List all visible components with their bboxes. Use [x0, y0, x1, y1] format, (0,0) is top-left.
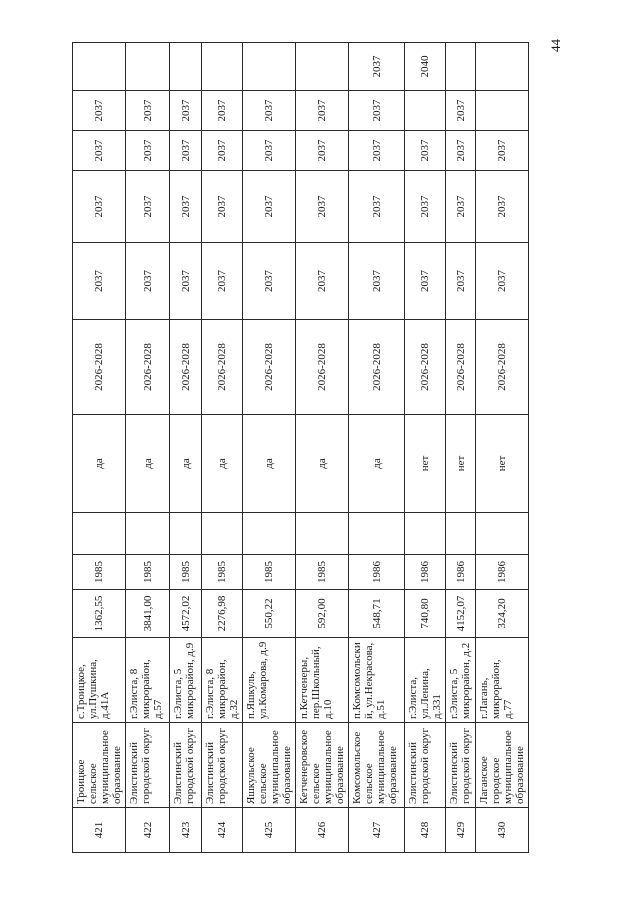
year-2-cell: 2037: [296, 171, 349, 243]
year-1-cell: 2037: [170, 243, 202, 320]
year-3-cell: 2037: [126, 131, 170, 171]
year-1-cell: 2037: [296, 243, 349, 320]
address-cell: г.Элиста, 8 микрорайон, д.32: [202, 638, 243, 723]
year-5-cell: [296, 43, 349, 91]
address-cell: п.Кетченеры, пер.Школьный, д.10: [296, 638, 349, 723]
row-number: 421: [73, 808, 126, 853]
row-number: 426: [296, 808, 349, 853]
document-table: [72, 42, 529, 853]
extra-cell: [73, 513, 126, 555]
table-row: [73, 43, 126, 853]
year-4-cell: [476, 91, 529, 131]
year-1-cell: 2037: [243, 243, 296, 320]
year-2-cell: 2037: [243, 171, 296, 243]
municipality-cell: Лаганское городское муниципальное образование: [476, 723, 529, 808]
year-cell: 1986: [405, 555, 446, 590]
year-cell: 1985: [73, 555, 126, 590]
table-row: [349, 43, 405, 853]
table-row: [126, 43, 170, 853]
flag-cell: да: [73, 415, 126, 513]
flag-cell: да: [243, 415, 296, 513]
year-1-cell: 2037: [126, 243, 170, 320]
flag-cell: да: [349, 415, 405, 513]
year-1-cell: 2037: [349, 243, 405, 320]
period-cell: 2026-2028: [202, 320, 243, 415]
year-5-cell: [202, 43, 243, 91]
year-2-cell: 2037: [126, 171, 170, 243]
period-cell: 2026-2028: [296, 320, 349, 415]
row-number: 428: [405, 808, 446, 853]
document-table-container: [72, 43, 526, 853]
year-3-cell: 2037: [243, 131, 296, 171]
year-2-cell: 2037: [349, 171, 405, 243]
area-cell: 3841,00: [126, 590, 170, 638]
extra-cell: [296, 513, 349, 555]
flag-cell: да: [296, 415, 349, 513]
row-number: 430: [476, 808, 529, 853]
period-cell: 2026-2028: [170, 320, 202, 415]
year-5-cell: 2037: [349, 43, 405, 91]
table-row: [296, 43, 349, 853]
year-4-cell: [405, 91, 446, 131]
year-4-cell: 2037: [243, 91, 296, 131]
year-1-cell: 2037: [405, 243, 446, 320]
period-cell: 2026-2028: [476, 320, 529, 415]
year-5-cell: [476, 43, 529, 91]
address-cell: г.Элиста, 5 микрорайон, д.2: [446, 638, 476, 723]
area-cell: 550,22: [243, 590, 296, 638]
year-4-cell: 2037: [202, 91, 243, 131]
year-cell: 1985: [243, 555, 296, 590]
row-number: 425: [243, 808, 296, 853]
extra-cell: [446, 513, 476, 555]
year-cell: 1986: [349, 555, 405, 590]
address-cell: г.Лагань, микрорайон, д.77: [476, 638, 529, 723]
area-cell: 548,71: [349, 590, 405, 638]
municipality-cell: Элистинский городской округ: [202, 723, 243, 808]
extra-cell: [405, 513, 446, 555]
year-5-cell: [170, 43, 202, 91]
year-4-cell: 2037: [349, 91, 405, 131]
year-4-cell: 2037: [170, 91, 202, 131]
area-cell: 4572,02: [170, 590, 202, 638]
year-1-cell: 2037: [73, 243, 126, 320]
year-5-cell: [446, 43, 476, 91]
period-cell: 2026-2028: [349, 320, 405, 415]
address-cell: г.Элиста, ул.Ленина, д.331: [405, 638, 446, 723]
table-body: [73, 43, 529, 853]
area-cell: 2276,98: [202, 590, 243, 638]
table-row: [170, 43, 202, 853]
row-number: 429: [446, 808, 476, 853]
year-1-cell: 2037: [476, 243, 529, 320]
flag-cell: нет: [446, 415, 476, 513]
year-3-cell: 2037: [405, 131, 446, 171]
row-number: 424: [202, 808, 243, 853]
year-2-cell: 2037: [405, 171, 446, 243]
flag-cell: да: [170, 415, 202, 513]
year-cell: 1985: [296, 555, 349, 590]
table-row: [405, 43, 446, 853]
row-number: 423: [170, 808, 202, 853]
year-3-cell: 2037: [446, 131, 476, 171]
year-2-cell: 2037: [446, 171, 476, 243]
period-cell: 2026-2028: [405, 320, 446, 415]
period-cell: 2026-2028: [126, 320, 170, 415]
year-3-cell: 2037: [296, 131, 349, 171]
area-cell: 4152,07: [446, 590, 476, 638]
flag-cell: да: [126, 415, 170, 513]
address-cell: с.Троицкое, ул.Пушкина, д.41А: [73, 638, 126, 723]
address-cell: п.Комсомольски й, ул.Некрасова, д.51: [349, 638, 405, 723]
year-4-cell: 2037: [296, 91, 349, 131]
address-cell: п.Яшкуль, ул.Комарова, д.9: [243, 638, 296, 723]
year-2-cell: 2037: [73, 171, 126, 243]
extra-cell: [170, 513, 202, 555]
year-4-cell: 2037: [126, 91, 170, 131]
municipality-cell: Яшкульское сельское муниципальное образование: [243, 723, 296, 808]
year-3-cell: 2037: [476, 131, 529, 171]
row-number: 422: [126, 808, 170, 853]
year-3-cell: 2037: [202, 131, 243, 171]
address-cell: г.Элиста, 8 микрорайон, д.57: [126, 638, 170, 723]
table-row: [243, 43, 296, 853]
year-3-cell: 2037: [349, 131, 405, 171]
year-cell: 1986: [476, 555, 529, 590]
municipality-cell: Троицкое сельское муниципальное образование: [73, 723, 126, 808]
municipality-cell: Элистинский городской округ: [126, 723, 170, 808]
year-3-cell: 2037: [170, 131, 202, 171]
extra-cell: [202, 513, 243, 555]
table-row: [476, 43, 529, 853]
year-1-cell: 2037: [446, 243, 476, 320]
flag-cell: нет: [405, 415, 446, 513]
year-cell: 1985: [126, 555, 170, 590]
table-row: [202, 43, 243, 853]
year-2-cell: 2037: [170, 171, 202, 243]
area-cell: 1362,55: [73, 590, 126, 638]
area-cell: 324,20: [476, 590, 529, 638]
year-5-cell: [243, 43, 296, 91]
address-cell: г.Элиста, 5 микрорайон, д.9: [170, 638, 202, 723]
page-number: 44: [548, 39, 563, 52]
year-cell: 1985: [170, 555, 202, 590]
extra-cell: [476, 513, 529, 555]
municipality-cell: Элистинский городской округ: [446, 723, 476, 808]
flag-cell: да: [202, 415, 243, 513]
year-5-cell: 2040: [405, 43, 446, 91]
period-cell: 2026-2028: [243, 320, 296, 415]
year-2-cell: 2037: [202, 171, 243, 243]
extra-cell: [243, 513, 296, 555]
flag-cell: нет: [476, 415, 529, 513]
area-cell: 592,00: [296, 590, 349, 638]
year-4-cell: 2037: [446, 91, 476, 131]
year-3-cell: 2037: [73, 131, 126, 171]
extra-cell: [349, 513, 405, 555]
year-cell: 1985: [202, 555, 243, 590]
year-cell: 1986: [446, 555, 476, 590]
period-cell: 2026-2028: [73, 320, 126, 415]
area-cell: 740,80: [405, 590, 446, 638]
year-4-cell: 2037: [73, 91, 126, 131]
period-cell: 2026-2028: [446, 320, 476, 415]
municipality-cell: Элистинский городской округ: [170, 723, 202, 808]
table-row: [446, 43, 476, 853]
municipality-cell: Комсомольское сельское муниципальное образование: [349, 723, 405, 808]
row-number: 427: [349, 808, 405, 853]
year-5-cell: [126, 43, 170, 91]
extra-cell: [126, 513, 170, 555]
municipality-cell: Элистинский городской округ: [405, 723, 446, 808]
year-5-cell: [73, 43, 126, 91]
year-1-cell: 2037: [202, 243, 243, 320]
year-2-cell: 2037: [476, 171, 529, 243]
municipality-cell: Кетченеровское сельское муниципальное образование: [296, 723, 349, 808]
